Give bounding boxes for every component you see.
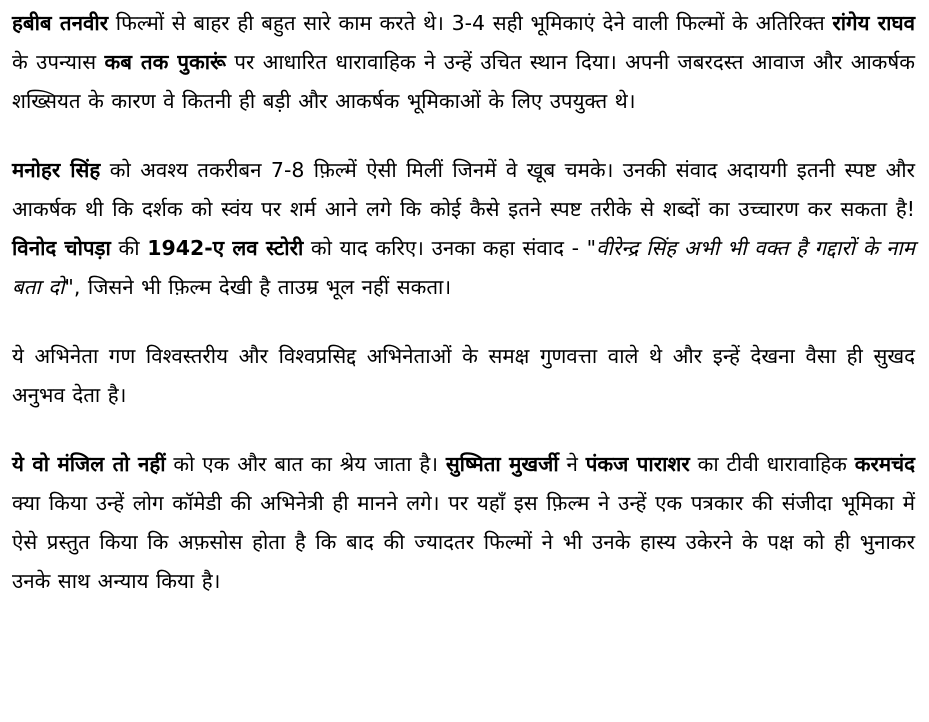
paragraph-text: फिल्मों से बाहर ही बहुत सारे काम करते थे। 3-4 सही भूमिकाएं देने वाली फिल्मों के अतिरिक्त bbox=[108, 11, 833, 35]
name-rangeya-raghav: रांगेय राघव bbox=[832, 11, 915, 35]
paragraph-actors-quality bbox=[12, 337, 915, 415]
paragraph-text: को याद करिए। उनका कहा संवाद - " bbox=[303, 236, 597, 260]
paragraph-text: के उपन्यास bbox=[12, 50, 105, 74]
paragraph-text: पर आधारित धारावाहिक ने उन्हें उचित स्थान दिया। अपनी जबरदस्त आवाज और आकर्षक शख्सियत के कारण वे कितनी ही बड़ी और आकर्षक भूमिकाओं के लिए उपयुक्त थे। bbox=[12, 50, 916, 113]
paragraph-habib-tanvir bbox=[12, 4, 915, 121]
title-karamchand: करमचंद bbox=[854, 452, 915, 476]
title-1942-a-love-story: 1942-ए लव स्टोरी bbox=[147, 236, 304, 260]
paragraph-text: ये अभिनेता गण विश्वस्तरीय और विश्वप्रसिद्द अभिनेताओं के समक्ष गुणवत्ता वाले थे और इन्हें देखना वैसा ही सुखद अनुभव देता है। bbox=[12, 344, 915, 407]
quoted-dialogue: वीरेन्द्र सिंह अभी भी वक्त है गद्दारों के नाम बता दो bbox=[12, 236, 915, 299]
paragraph-text: को एक और बात का श्रेय जाता है। bbox=[165, 452, 446, 476]
paragraph-text: क्या किया उन्हें लोग कॉमेडी की अभिनेत्री ही मानने लगे। पर यहाँ इस फ़िल्म ने उन्हें एक पत्रकार की संजीदा भूमिका में ऐसे प्रस्तुत किया कि अफ़सोस होता है कि बाद की ज्यादतर फिल्मों ने भी उनके हास्य उकेरने के पक्ष को ही भुनाकर उनके साथ अन्याय किया है। bbox=[12, 491, 915, 593]
paragraph-text: की bbox=[110, 236, 148, 260]
name-habib-tanvir: हबीब तनवीर bbox=[12, 11, 109, 35]
paragraph-sushmita-mukherjee bbox=[12, 445, 915, 601]
title-ye-wo-manzil-to-nahin: ये वो मंजिल तो नहीं bbox=[12, 452, 166, 476]
paragraph-text: का टीवी धारावाहिक bbox=[689, 452, 855, 476]
title-kab-tak-pukarun: कब तक पुकारूं bbox=[104, 50, 226, 74]
paragraph-manohar-singh bbox=[12, 151, 915, 307]
name-manohar-singh: मनोहर सिंह bbox=[12, 158, 101, 182]
paragraph-text: को अवश्य तकरीबन 7-8 फ़िल्में ऐसी मिलीं जिनमें वे खूब चमके। उनकी संवाद अदायगी इतनी स्पष्ट और आकर्षक थी कि दर्शक को स्वंय पर शर्म आने लगे कि कोई कैसे इतने स्पष्ट तरीके से शब्दों का उच्चारण कर सकता है! bbox=[12, 158, 916, 221]
name-pankaj-parashar: पंकज पाराशर bbox=[585, 452, 690, 476]
paragraph-text: ने bbox=[558, 452, 586, 476]
paragraph-text: ", जिसने भी फ़िल्म देखी है ताउम्र भूल नहीं सकता। bbox=[64, 275, 452, 299]
name-sushmita-mukherjee: सुष्मिता मुखर्जी bbox=[445, 452, 559, 476]
name-vinod-chopra: विनोद चोपड़ा bbox=[12, 236, 111, 260]
